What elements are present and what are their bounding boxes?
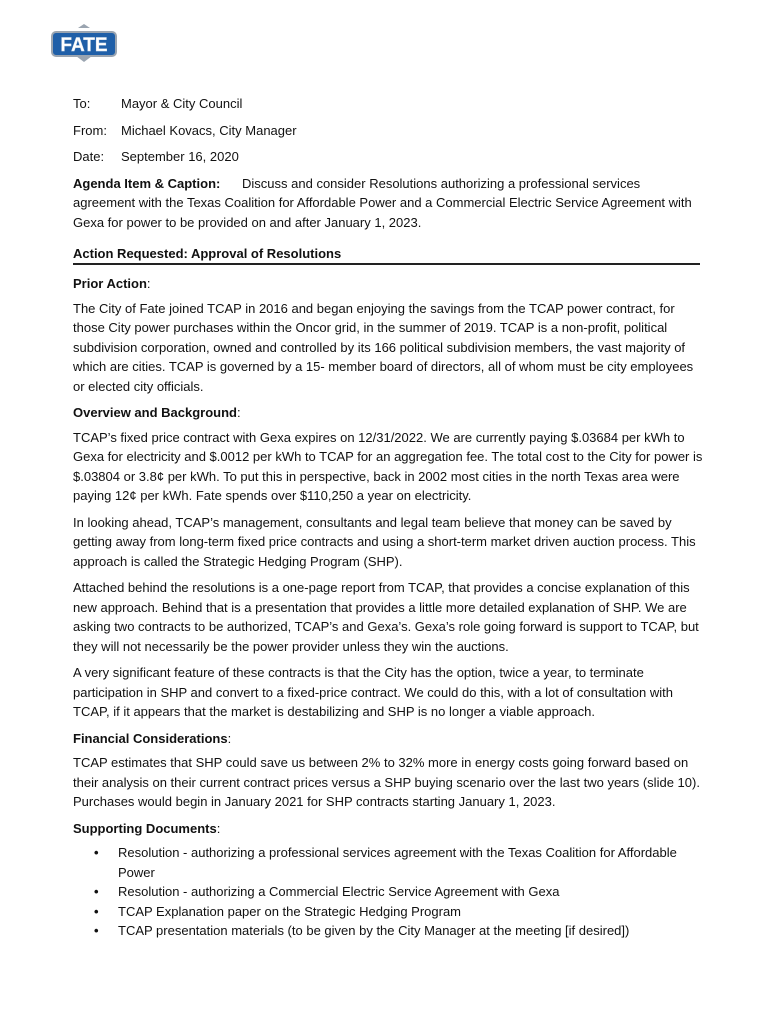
list-item: • TCAP presentation materials (to be given by the City Manager at the meeting [if desired]) (118, 921, 703, 941)
section-divider (73, 263, 700, 265)
overview-paragraph-2: In looking ahead, TCAP’s management, consultants and legal team believe that money can be saved by getting away from long-term fixed price contracts and using a short-term market driven auction process. This approach is called the Strategic Hedging Program (SHP). (73, 514, 696, 569)
logo-text: FATE (60, 35, 108, 56)
overview-paragraph-1: TCAP’s fixed price contract with Gexa expires on 12/31/2022. We are currently paying $.03684 per kWh to Gexa for electricity and $.0012 per kWh to TCAP for an aggregation fee. The total cost to the City for power is $.03804 or 3.8¢ per kWh. To put this in perspective, back in 2002 most cities in the north Texas area were paying 12¢ per kWh. Fate spends over $110,250 a year on electricity. (73, 429, 703, 503)
from-value: Michael Kovacs, City Manager (121, 122, 297, 138)
agenda-label: Agenda Item & Caption (73, 175, 217, 191)
list-item: • Resolution - authorizing a Commercial Electric Service Agreement with Gexa (118, 882, 703, 902)
financial-heading: Financial Considerations (73, 730, 228, 746)
supporting-docs-heading: Supporting Documents (73, 820, 217, 836)
overview-paragraph-4: A very significant feature of these contracts is that the City has the option, twice a year, to terminate participation in SHP and convert to a fixed-price contract. We could do this, with a lot of consultation with TCAP, if it appears that the market is destabilizing and SHP is no longer a viable approach. (73, 665, 673, 719)
city-logo (48, 24, 120, 64)
date-value: September 16, 2020 (121, 149, 239, 164)
financial-text: TCAP estimates that SHP could save us between 2% to 32% more in energy costs going forward based on their analysis on their current contract prices versus a SHP buying scenario over the last two years (slide 10). Purchases would begin in January 2021 for SHP contracts starting January 1, 2023. (73, 755, 700, 809)
overview-heading: Overview and Background (73, 405, 237, 420)
agenda-item: Agenda Item & Caption: Discuss and consider Resolutions authorizing a professional services agreement with the Texas Coalition for Affordable Power and a Commercial Electric Service Agreement with Gexa for power to be provided on and after January 1, 2023. (73, 175, 692, 230)
from-label: From: (73, 122, 107, 138)
list-item: • TCAP Explanation paper on the Strategic Hedging Program (118, 902, 703, 922)
to-value: Mayor & City Council (121, 96, 243, 111)
prior-action-text: The City of Fate joined TCAP in 2016 and began enjoying the savings from the TCAP power contract, for those City power purchases within the Oncor grid, in the summer of 2019. TCAP is a non-profit, political subdivision corporation, owned and controlled by its 166 political subdivision members, the vast majority of which are cities. TCAP is governed by a 15- member board of directors, all of whom must be city employees or elected city officials. (73, 300, 694, 394)
date-label: Date: (73, 149, 105, 164)
action-requested: Action Requested: Approval of Resolutions (73, 246, 342, 261)
to-label: To: (73, 96, 91, 111)
supporting-docs-list (73, 843, 703, 941)
list-item: • Resolution - authorizing a professional services agreement with the Texas Coalition for Affordable Power (118, 843, 703, 882)
fate-logo-emblem (48, 24, 120, 64)
overview-paragraph-3: Attached behind the resolutions is a one-page report from TCAP, that provides a concise explanation of this new approach. Behind that is a presentation that provides a little more detailed explanation of SHP. We are asking two contracts to be authorized, TCAP’s and Gexa’s. Gexa’s role going forward is support to TCAP, but they will not necessarily be the power provider unless they win the auctions. (73, 580, 699, 654)
prior-action-heading: Prior Action (73, 276, 147, 291)
agenda-text: Discuss and consider Resolutions authorizing a professional services agreement with the Texas Coalition for Affordable Power and a Commercial Electric Service Agreement with Gexa for power to be provided on and after January 1, 2023. (73, 175, 692, 230)
memo-body: Prior Action: The City of Fate joined TCAP in 2016 and began enjoying the savings from the TCAP power contract, for those City power purchases within the Oncor grid, in the summer of 2019. TCAP is a non-profit, political subdivision corporation, owned and controlled by its 166 political subdivision members, the vast majority of which are cities. TCAP is governed by a 15- member board of directors, all of whom must be city employees or elected city officials. Overview and Background: TCAP’s fixed price contract with Gexa expires on 12/31/2022. We are currently paying $.03684 per kWh to Gexa for electricity and $.0012 per kWh to TCAP for an aggregation fee. The total cost to the City for power is $.03804 or 3.8¢ per kWh. To put this in perspective, back in 2002 most cities in the north Texas area were paying 12¢ per kWh. Fate spends over $110,250 a year on electricity. In looking ahead, TCAP’s management, consultants and legal team believe that money can be saved by getting away from long-term fixed price contracts and using a short-term market driven auction process. This approach is called the Strategic Hedging Program (SHP). Attached behind the resolutions is a one-page report from TCAP, that provides a concise explanation of this new approach. Behind that is a presentation that provides a little more detailed explanation of SHP. We are asking two contracts to be authorized, TCAP’s and Gexa’s. Gexa’s role going forward is support to TCAP, but they will not necessarily be the power provider unless they win the auctions. A very significant feature of these contracts is that the City has the option, twice a year, to terminate participation in SHP and convert to a fixed-price contract. We could do this, with a lot of consultation with TCAP, if it appears that the market is destabilizing and SHP is no longer a viable approach. Financial Considerations: TCAP estimates that SHP could save us between 2% to 32% more in energy costs going forward based on their analysis on their current contract prices versus a SHP buying scenario over the last two years (slide 10). Purchases would begin in January 2021 for SHP contracts starting January 1, 2023. Supporting Documents: • Resolution - authorizing a professional services agreement with the Texas Coalition for Affordable Power • Resolution - authorizing a Commercial Electric Service Agreement with Gexa • TCAP Explanation paper on the Strategic Hedging Program • TCAP presentation materials (to be given by the City Manager at the meeting [if desired]) (73, 274, 703, 941)
memo-header (73, 94, 703, 232)
